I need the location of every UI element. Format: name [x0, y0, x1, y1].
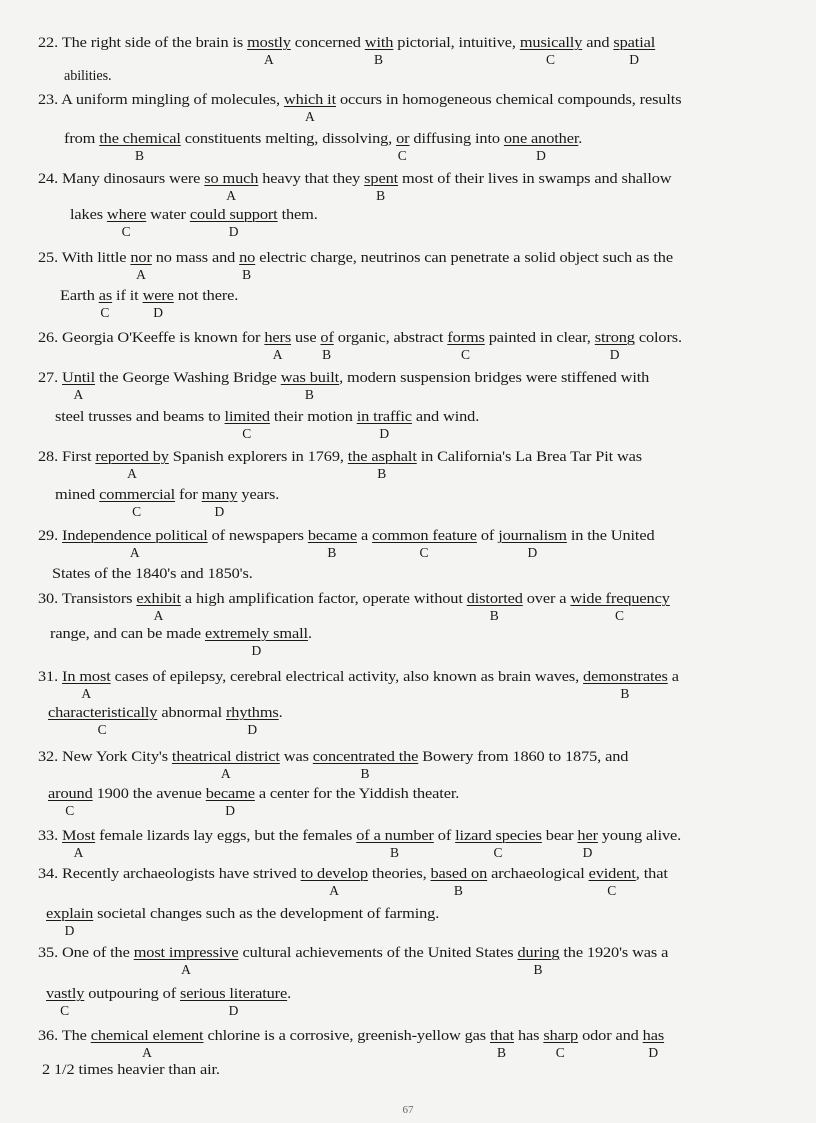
underlined-choice-b: distorted: [466, 591, 523, 607]
question-text: a center for the Yiddish theater.: [254, 786, 460, 802]
question-text: odor and: [578, 1028, 643, 1044]
question-text: not there.: [173, 288, 239, 304]
underlined-choice-a: so much: [204, 171, 259, 187]
question-text: 26. Georgia O'Keeffe is known for: [38, 330, 265, 346]
choice-letter-b: B: [620, 686, 630, 701]
question-text: pictorial, intuitive,: [393, 35, 520, 51]
underlined-choice-b: with: [364, 35, 394, 51]
question-text: 31.: [38, 669, 63, 685]
underlined-choice-a: Independence political: [62, 528, 208, 544]
underlined-choice-d: rhythms: [225, 705, 279, 721]
underlined-choice-c: as: [98, 288, 113, 304]
underlined-choice-b: was built: [280, 370, 340, 386]
choice-letter-a: A: [329, 883, 339, 898]
question-text: organic, abstract: [333, 330, 448, 346]
choice-letter-d: D: [609, 347, 620, 362]
underlined-choice-a: which it: [283, 92, 337, 108]
choice-letter-a: A: [263, 52, 274, 67]
underlined-choice-a: nor: [130, 250, 152, 266]
underlined-choice-d: became: [205, 786, 255, 802]
question-text: the George Washing Bridge: [94, 370, 281, 386]
question-line: [38, 528, 655, 545]
question-text: outpouring of: [84, 986, 181, 1002]
question-line: [38, 669, 679, 686]
choice-letter-b: B: [374, 52, 384, 67]
question-text: Earth: [60, 288, 99, 304]
question-text: female lizards lay eggs, but the females: [95, 828, 357, 844]
choice-letter-c: C: [121, 224, 131, 239]
question-line: [38, 449, 642, 466]
underlined-choice-b: the asphalt: [347, 449, 417, 465]
underlined-choice-a: hers: [264, 330, 292, 346]
underlined-choice-d: serious literature: [180, 986, 288, 1002]
choice-letter-b: B: [496, 1045, 506, 1060]
underlined-choice-a: Most: [62, 828, 96, 844]
underlined-choice-c: where: [106, 207, 147, 223]
question-line: [38, 945, 668, 962]
question-text: Bowery from 1860 to 1875, and: [418, 749, 629, 765]
underlined-choice-b: spent: [364, 171, 399, 187]
question-line: [64, 131, 582, 148]
choice-letter-a: A: [181, 962, 191, 977]
choice-letter-b: B: [327, 545, 337, 560]
choice-letter-b: B: [533, 962, 543, 977]
underlined-choice-a: theatrical district: [171, 749, 280, 765]
question-text: from: [64, 131, 100, 147]
question-text: range, and can be made: [50, 626, 205, 642]
choice-letter-a: A: [142, 1045, 152, 1060]
underlined-choice-c: forms: [447, 330, 485, 346]
question-text: 24. Many dinosaurs were: [38, 171, 205, 187]
question-text: .: [287, 986, 292, 1002]
choice-letter-d: D: [527, 545, 538, 560]
choice-letter-b: B: [390, 845, 400, 860]
underlined-choice-d: were: [142, 288, 174, 304]
question-text: 30. Transistors: [38, 591, 137, 607]
question-text: a: [356, 528, 373, 544]
question-text: lakes: [70, 207, 107, 223]
underlined-choice-a: exhibit: [136, 591, 181, 607]
question-text: 1900 the avenue: [92, 786, 206, 802]
choice-letter-b: B: [242, 267, 252, 282]
choice-letter-d: D: [228, 1003, 239, 1018]
question-text: 22. The right side of the brain is: [38, 35, 248, 51]
question-line: [46, 906, 439, 923]
question-text: 25. With little: [38, 250, 131, 266]
choice-letter-c: C: [397, 148, 407, 163]
underlined-choice-d: many: [201, 487, 238, 503]
question-text: the 1920's was a: [559, 945, 669, 961]
question-line: [38, 591, 670, 608]
question-text: no mass and: [151, 250, 240, 266]
choice-letter-b: B: [360, 766, 370, 781]
underlined-choice-c: limited: [224, 409, 270, 425]
question-text: 33.: [38, 828, 63, 844]
choice-letter-d: D: [214, 504, 225, 519]
question-text: water: [146, 207, 190, 223]
underlined-choice-c: vastly: [46, 986, 85, 1002]
question-text: 2 1/2 times heavier than air.: [42, 1062, 220, 1078]
question-text: Spanish explorers in 1769,: [168, 449, 348, 465]
underlined-choice-c: common feature: [372, 528, 477, 544]
underlined-choice-c: lizard species: [455, 828, 542, 844]
question-text: of newspapers: [207, 528, 308, 544]
choice-letter-d: D: [228, 224, 239, 239]
choice-letter-c: C: [607, 883, 617, 898]
choice-letter-c: C: [493, 845, 503, 860]
choice-letter-a: A: [81, 686, 92, 701]
choice-letter-c: C: [97, 722, 107, 737]
choice-letter-c: C: [419, 545, 429, 560]
choice-letter-c: C: [555, 1045, 565, 1060]
question-text: heavy that they: [258, 171, 365, 187]
question-line: [50, 626, 312, 643]
choice-letter-a: A: [127, 466, 137, 481]
question-text: a high amplification factor, operate without: [180, 591, 467, 607]
question-text: .: [307, 626, 312, 642]
choice-letter-b: B: [322, 347, 332, 362]
question-line: [70, 207, 318, 224]
question-text: cultural achievements of the United States: [238, 945, 518, 961]
question-text: electric charge, neutrinos can penetrate a solid object such as the: [255, 250, 673, 266]
underlined-choice-b: the chemical: [99, 131, 181, 147]
question-text: 27.: [38, 370, 63, 386]
choice-letter-d: D: [247, 722, 258, 737]
choice-letter-d: D: [379, 426, 390, 441]
question-text: use: [291, 330, 321, 346]
underlined-choice-d: spatial: [613, 35, 656, 51]
underlined-choice-a: mostly: [247, 35, 291, 51]
underlined-choice-b: became: [307, 528, 357, 544]
choice-letter-a: A: [220, 766, 231, 781]
underlined-choice-b: no: [239, 250, 256, 266]
underlined-choice-a: reported by: [95, 449, 169, 465]
choice-letter-c: C: [546, 52, 556, 67]
underlined-choice-b: concentrated the: [312, 749, 419, 765]
underlined-choice-d: her: [577, 828, 598, 844]
choice-letter-d: D: [153, 305, 163, 320]
underlined-choice-c: sharp: [543, 1028, 579, 1044]
choice-letter-a: A: [272, 347, 283, 362]
choice-letter-c: C: [132, 504, 142, 519]
underlined-choice-d: journalism: [498, 528, 567, 544]
question-line: [38, 1028, 664, 1045]
underlined-choice-b: demonstrates: [583, 669, 668, 685]
choice-letter-d: D: [536, 148, 546, 163]
question-text: cases of epilepsy, cerebral electrical activity, also known as brain waves,: [110, 669, 584, 685]
underlined-choice-c: wide frequency: [570, 591, 670, 607]
question-text: over a: [522, 591, 571, 607]
question-line: [38, 749, 628, 766]
question-text: of: [476, 528, 499, 544]
question-text: 34. Recently archaeologists have strived: [38, 866, 301, 882]
question-text: societal changes such as the development of farming.: [93, 906, 440, 922]
question-text: 28. First: [38, 449, 96, 465]
question-text: a: [667, 669, 679, 685]
question-text: abilities.: [64, 68, 112, 84]
question-text: .: [578, 131, 583, 147]
question-text: in the United: [566, 528, 655, 544]
choice-letter-c: C: [60, 1003, 70, 1018]
underlined-choice-b: that: [489, 1028, 514, 1044]
question-text: was: [279, 749, 313, 765]
question-text: constituents melting, dissolving,: [180, 131, 397, 147]
underlined-choice-c: characteristically: [48, 705, 158, 721]
question-text: most of their lives in swamps and shallow: [398, 171, 672, 187]
underlined-choice-d: in traffic: [356, 409, 412, 425]
choice-letter-b: B: [304, 387, 314, 402]
choice-letter-a: A: [129, 545, 140, 560]
question-text: 36. The: [38, 1028, 91, 1044]
choice-letter-a: A: [226, 188, 237, 203]
question-text: mined: [55, 487, 100, 503]
question-text: 29.: [38, 528, 63, 544]
underlined-choice-b: of a number: [356, 828, 434, 844]
question-line: [38, 866, 668, 883]
question-text: steel trusses and beams to: [55, 409, 225, 425]
underlined-choice-a: to develop: [300, 866, 368, 882]
question-text: for: [175, 487, 202, 503]
question-text: young alive.: [597, 828, 682, 844]
question-line: [38, 35, 655, 52]
choice-letter-b: B: [134, 148, 144, 163]
question-line: [55, 487, 279, 504]
choice-letter-c: C: [615, 608, 625, 623]
question-text: theories,: [367, 866, 431, 882]
question-line: [38, 250, 673, 267]
underlined-choice-a: Until: [62, 370, 95, 386]
underlined-choice-a: chemical element: [90, 1028, 204, 1044]
underlined-choice-b: during: [517, 945, 560, 961]
choice-letter-c: C: [461, 347, 471, 362]
choice-letter-a: A: [304, 109, 315, 124]
question-line: [60, 288, 238, 305]
question-text: .: [278, 705, 283, 721]
choice-letter-b: B: [377, 466, 387, 481]
page-number: 67: [402, 1104, 414, 1116]
underlined-choice-d: strong: [594, 330, 635, 346]
underlined-choice-c: commercial: [99, 487, 176, 503]
question-text: 32. New York City's: [38, 749, 172, 765]
question-line: [55, 409, 479, 426]
question-text: of: [433, 828, 456, 844]
underlined-choice-c: evident: [588, 866, 636, 882]
question-text: has: [513, 1028, 544, 1044]
question-text: States of the 1840's and 1850's.: [52, 566, 253, 582]
question-text: them.: [277, 207, 318, 223]
question-line: [38, 92, 681, 109]
choice-letter-c: C: [100, 305, 110, 320]
question-line: [38, 828, 681, 845]
question-text: painted in clear,: [484, 330, 595, 346]
choice-letter-a: A: [73, 845, 84, 860]
question-text: and: [582, 35, 614, 51]
question-line: [46, 986, 291, 1003]
question-text: chlorine is a corrosive, greenish-yellow gas: [203, 1028, 490, 1044]
question-text: in California's La Brea Tar Pit was: [416, 449, 643, 465]
question-text: 23. A uniform mingling of molecules,: [38, 92, 284, 108]
question-text: occurs in homogeneous chemical compounds, results: [336, 92, 682, 108]
choice-letter-a: A: [136, 267, 146, 282]
question-text: bear: [541, 828, 578, 844]
choice-letter-d: D: [582, 845, 593, 860]
underlined-choice-c: around: [48, 786, 93, 802]
underlined-choice-b: based on: [430, 866, 488, 882]
underlined-choice-d: explain: [46, 906, 94, 922]
question-line: [38, 330, 682, 347]
underlined-choice-a: most impressive: [133, 945, 239, 961]
question-line: [38, 370, 649, 387]
choice-letter-a: A: [73, 387, 84, 402]
choice-letter-b: B: [453, 883, 463, 898]
choice-letter-b: B: [376, 188, 386, 203]
question-text: abnormal: [157, 705, 226, 721]
choice-letter-c: C: [65, 803, 75, 818]
question-text: , that: [635, 866, 668, 882]
question-line: [38, 171, 671, 188]
choice-letter-d: D: [629, 52, 640, 67]
question-text: , modern suspension bridges were stiffened with: [339, 370, 650, 386]
question-line: [42, 1062, 220, 1079]
underlined-choice-d: has: [642, 1028, 665, 1044]
question-text: 35. One of the: [38, 945, 134, 961]
question-line: [48, 786, 459, 803]
question-line: [64, 68, 111, 85]
underlined-choice-a: In most: [62, 669, 111, 685]
underlined-choice-d: extremely small: [204, 626, 308, 642]
underlined-choice-d: one another: [503, 131, 579, 147]
question-text: their motion: [269, 409, 357, 425]
choice-letter-d: D: [251, 643, 262, 658]
question-text: archaeological: [487, 866, 589, 882]
choice-letter-d: D: [225, 803, 236, 818]
underlined-choice-b: of: [320, 330, 334, 346]
question-text: diffusing into: [409, 131, 504, 147]
underlined-choice-c: musically: [519, 35, 583, 51]
question-text: years.: [237, 487, 280, 503]
choice-letter-b: B: [489, 608, 499, 623]
question-text: colors.: [634, 330, 682, 346]
underlined-choice-d: could support: [189, 207, 278, 223]
choice-letter-a: A: [153, 608, 164, 623]
question-line: [48, 705, 283, 722]
choice-letter-c: C: [242, 426, 252, 441]
underlined-choice-c: or: [396, 131, 410, 147]
choice-letter-d: D: [648, 1045, 659, 1060]
question-text: concerned: [290, 35, 365, 51]
question-text: if it: [112, 288, 143, 304]
question-line: [52, 566, 253, 583]
question-text: and wind.: [411, 409, 480, 425]
choice-letter-d: D: [64, 923, 75, 938]
